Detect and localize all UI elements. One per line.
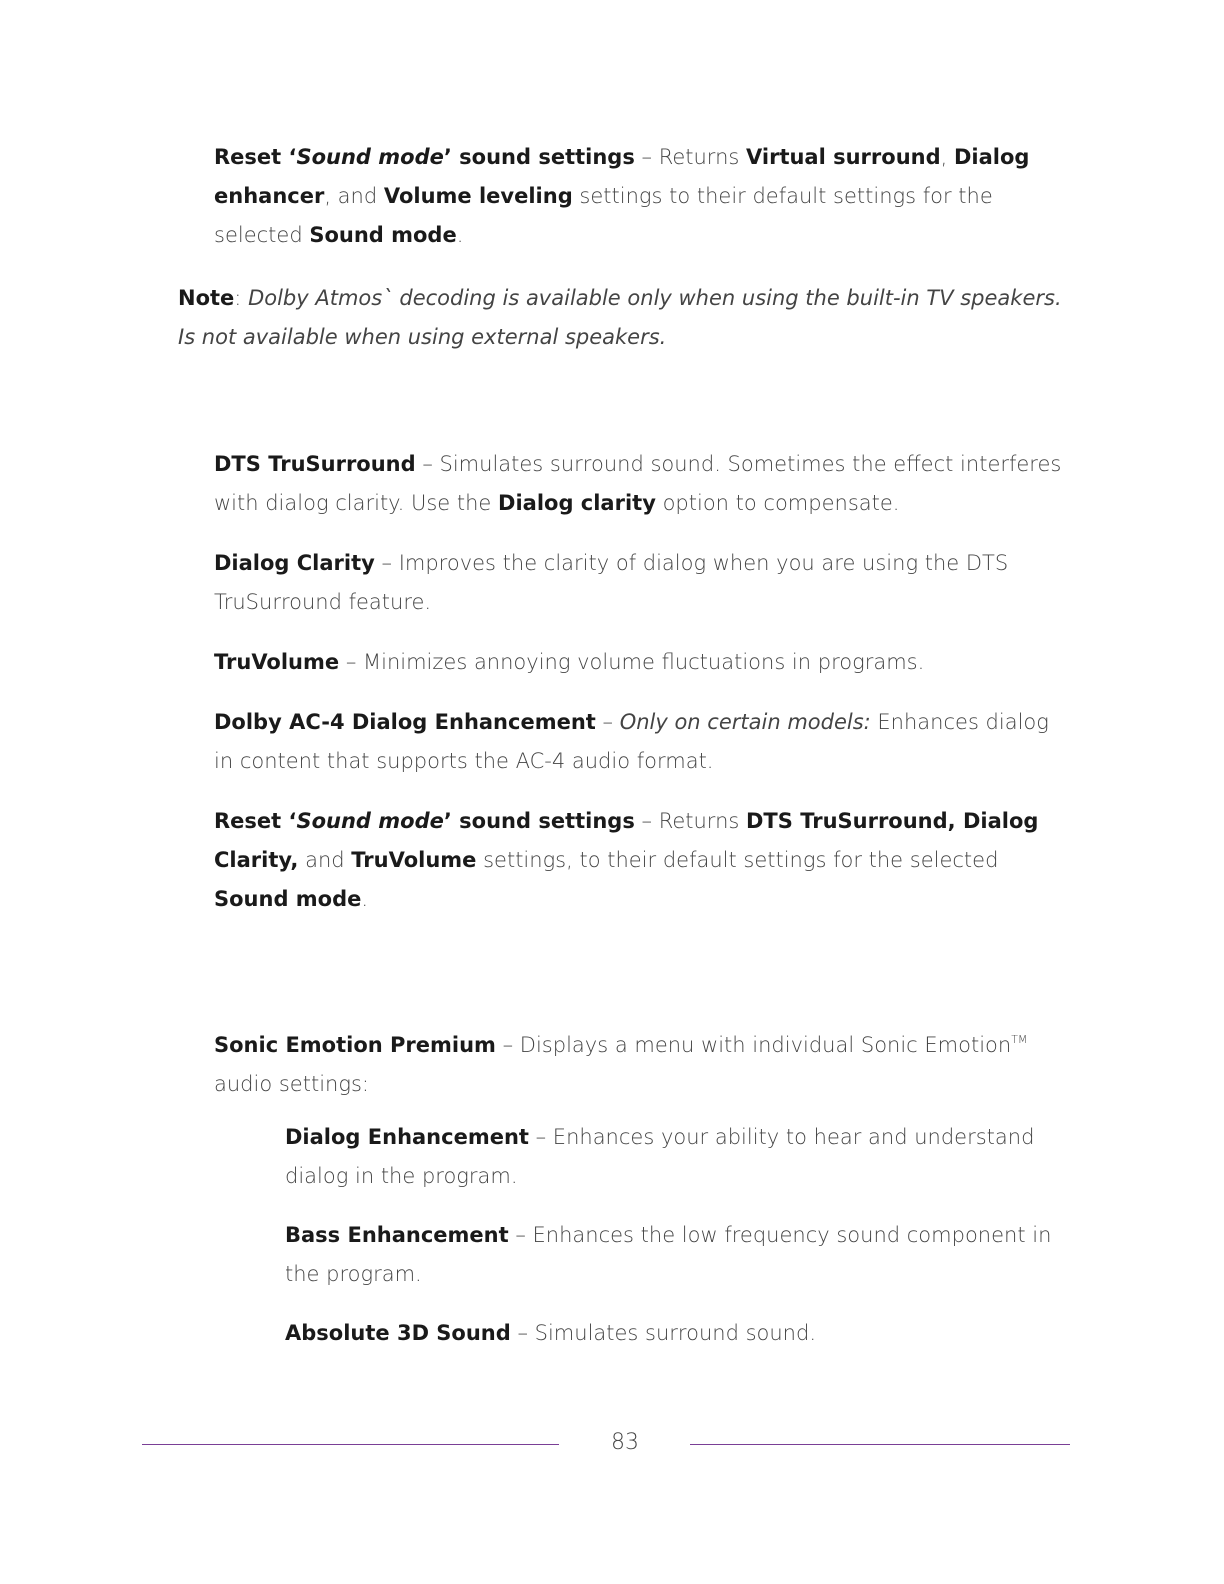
reset-sound-settings-paragraph-2: Reset ‘Sound mode’ sound settings – Returns DTS TruSurround, Dialog Clarity, and TruVolume settings, to their default settings for the selected Sound mode. [214, 809, 1039, 911]
bass-enhancement-paragraph: Bass Enhancement – Enhances the low frequency sound component in the program. [285, 1223, 1052, 1286]
footer-rule-left [142, 1444, 559, 1445]
reset-sound-settings-paragraph-1: Reset ‘Sound mode’ sound settings – Returns Virtual surround, Dialog enhancer, and Volume leveling settings to their default settings for the selected Sound mode. [214, 145, 1030, 247]
ac4-dialog-enhancement-paragraph: Dolby AC-4 Dialog Enhancement – Only on certain models: Enhances dialog in content that supports the AC-4 audio format. [214, 710, 1049, 773]
page-number: 83 [611, 1430, 639, 1455]
note-body: Dolby Atmosˋ decoding is available only when using the built-in TV speakers. Is not available when using external speakers. [178, 286, 1062, 349]
absolute-3d-sound-paragraph: Absolute 3D Sound – Simulates surround sound. [285, 1321, 816, 1345]
reset-term: Reset ‘Sound mode’ sound settings [214, 145, 635, 169]
dialog-enhancement-paragraph: Dialog Enhancement – Enhances your ability to hear and understand dialog in the program. [285, 1125, 1035, 1188]
note-label: Note [178, 286, 235, 310]
truvolume-paragraph: TruVolume – Minimizes annoying volume fluctuations in programs. [214, 650, 925, 674]
sonic-emotion-premium-paragraph: Sonic Emotion Premium – Displays a menu with individual Sonic Emotion™ audio settings: [214, 1033, 1028, 1096]
dts-trusurround-paragraph: DTS TruSurround – Simulates surround sound. Sometimes the effect interferes with dialog clarity. Use the Dialog clarity option to compensate. [214, 452, 1062, 515]
note-paragraph: Note: Dolby Atmosˋ decoding is available only when using the built-in TV speakers. Is not available when using external speakers. [178, 286, 1062, 349]
reset-term: Reset ‘Sound mode’ sound settings [214, 809, 635, 833]
trademark-symbol: TM [1011, 1033, 1028, 1046]
dialog-clarity-paragraph: Dialog Clarity – Improves the clarity of dialog when you are using the DTS TruSurround feature. [214, 551, 1009, 614]
footer-rule-right [690, 1444, 1070, 1445]
